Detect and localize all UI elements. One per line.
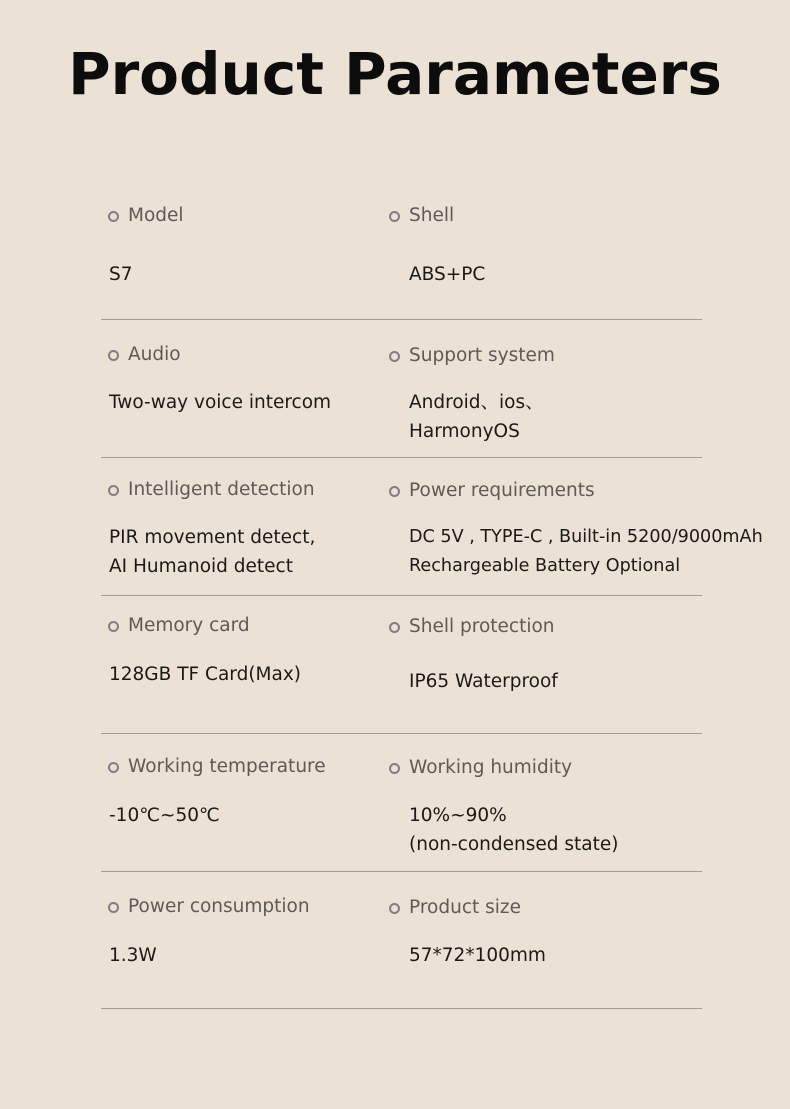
- param-value: 57*72*100mm: [409, 945, 546, 966]
- bullet-icon: [389, 622, 400, 633]
- divider: [101, 595, 702, 596]
- param-value: ABS+PC: [409, 264, 486, 285]
- param-label: Power consumption: [128, 896, 310, 917]
- param-value: [409, 523, 763, 581]
- param-label: Model: [128, 205, 184, 226]
- value-line: Rechargeable Battery Optional: [409, 556, 681, 576]
- param-label: Working temperature: [128, 756, 326, 777]
- param-label: Product size: [409, 897, 521, 918]
- value-line: (non-condensed state): [409, 834, 619, 855]
- bullet-icon: [108, 350, 119, 361]
- bullet-icon: [389, 763, 400, 774]
- param-label: Shell protection: [409, 616, 555, 637]
- param-value: [409, 801, 618, 859]
- value-line: HarmonyOS: [409, 421, 520, 442]
- param-value: [409, 388, 544, 446]
- param-value: Two-way voice intercom: [109, 392, 332, 413]
- divider: [101, 733, 702, 734]
- bullet-icon: [389, 351, 400, 362]
- param-label: Intelligent detection: [128, 479, 315, 500]
- param-value: -10℃~50℃: [109, 805, 220, 826]
- bullet-icon: [108, 762, 119, 773]
- param-value: S7: [109, 264, 133, 285]
- bullet-icon: [108, 211, 119, 222]
- value-line: Android、ios、: [409, 392, 544, 413]
- param-value: IP65 Waterproof: [409, 671, 558, 692]
- divider: [101, 871, 702, 872]
- value-line: 10%~90%: [409, 805, 507, 826]
- param-label: Working humidity: [409, 757, 573, 778]
- param-label: Shell: [409, 205, 455, 226]
- param-value: 1.3W: [109, 945, 157, 966]
- param-label: Audio: [128, 344, 181, 365]
- bullet-icon: [389, 903, 400, 914]
- value-line: DC 5V , TYPE-C , Built-in 5200/9000mAh: [409, 527, 763, 547]
- param-label: Power requirements: [409, 480, 595, 501]
- bullet-icon: [389, 211, 400, 222]
- bullet-icon: [108, 902, 119, 913]
- value-line: PIR movement detect,: [109, 527, 316, 548]
- bullet-icon: [108, 485, 119, 496]
- divider: [101, 457, 702, 458]
- divider: [101, 1008, 702, 1009]
- bullet-icon: [389, 486, 400, 497]
- page-title: Product Parameters: [68, 40, 722, 108]
- param-label: Support system: [409, 345, 555, 366]
- param-value: [109, 523, 315, 581]
- value-line: AI Humanoid detect: [109, 556, 293, 577]
- divider: [101, 319, 702, 320]
- bullet-icon: [108, 621, 119, 632]
- param-label: Memory card: [128, 615, 250, 636]
- param-value: 128GB TF Card(Max): [109, 664, 302, 685]
